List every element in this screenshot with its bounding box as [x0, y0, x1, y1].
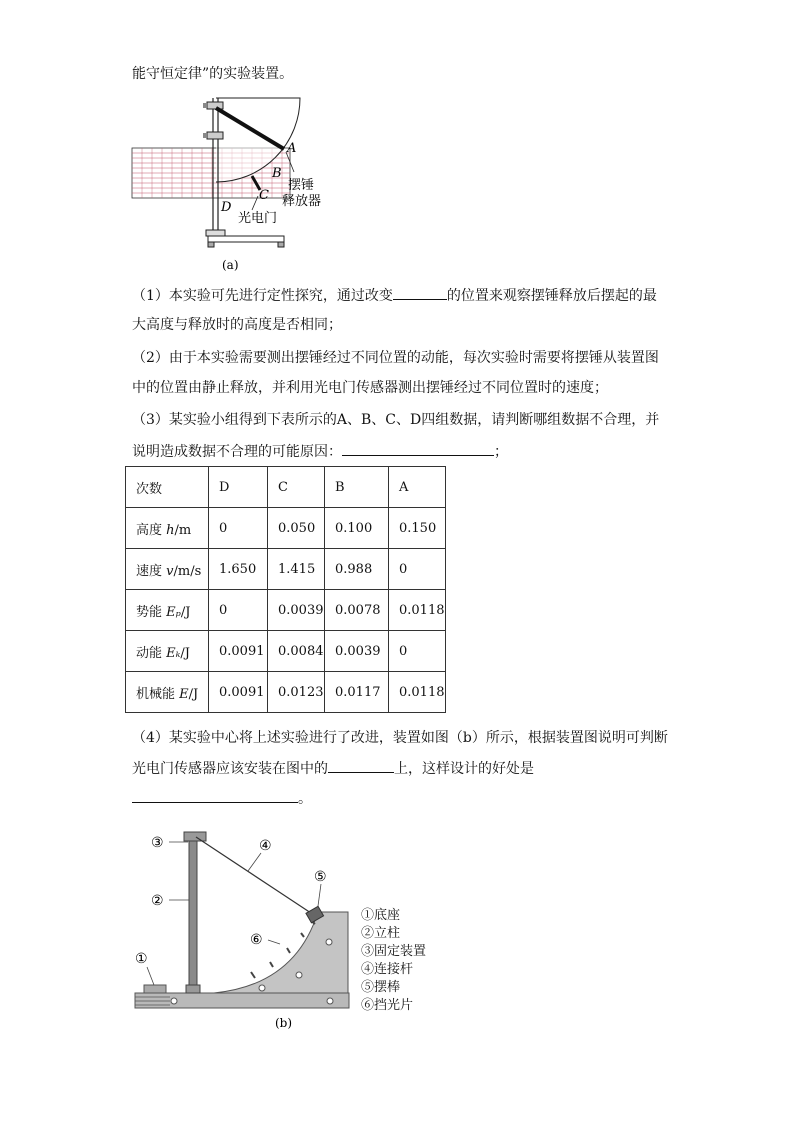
table-cell: 0.988: [325, 549, 389, 590]
q3-line1: （3）某实验小组得到下表所示的A、B、C、D四组数据，请判断哪组数据不合理，并: [132, 412, 660, 428]
num-6: ⑥: [250, 932, 263, 948]
q2-line1: （2）由于本实验需要测出摆锤经过不同位置的动能，每次实验时需要将摆锤从装置图: [132, 350, 659, 366]
curved-board: [214, 912, 348, 993]
clamp-top: [184, 832, 206, 841]
table-cell: 0.0117: [325, 672, 389, 713]
callout-release-1: 摆锤: [288, 178, 315, 193]
q2-line2: 中的位置由静止释放，并利用光电门传感器测出摆锤经过不同位置时的速度；: [132, 380, 608, 396]
table-header-cell: B: [325, 467, 389, 508]
table-header-row: [126, 467, 446, 508]
table-cell: 0: [389, 631, 446, 672]
table-cell: 1.650: [209, 549, 268, 590]
legend-item: ③固定装置: [361, 944, 427, 959]
num-3: ③: [151, 835, 164, 851]
legend-item: ⑥挡光片: [361, 998, 414, 1013]
arc-board: [216, 98, 300, 182]
q4-prefix: 光电门传感器应该安装在图中的: [132, 761, 328, 777]
label-A: A: [287, 141, 297, 156]
table-cell: 0.0091: [209, 631, 268, 672]
q4-blank-1[interactable]: [328, 758, 394, 773]
q1-suffix: 的位置来观察摆锤释放后摆起的最: [446, 288, 657, 304]
table-cell: 0.0091: [209, 672, 268, 713]
base-plate: [135, 993, 349, 1008]
table-row: [126, 549, 446, 590]
post: [189, 832, 197, 993]
table-cell: 0.0039: [325, 631, 389, 672]
table-cell: 0: [209, 590, 268, 631]
q1-prefix: （1）本实验可先进行定性探究，通过改变: [132, 288, 393, 304]
table-cell: 0.0078: [325, 590, 389, 631]
table-cell: 0.0039: [268, 590, 325, 631]
q3-blank[interactable]: [342, 441, 494, 456]
table-header-cell: 次数: [126, 467, 209, 508]
figure-a-caption: (a): [222, 258, 239, 272]
connecting-rod: [196, 837, 317, 917]
table-cell: 0.050: [268, 508, 325, 549]
num-5: ⑤: [314, 869, 327, 885]
row-label: 机械能 E/J: [126, 672, 209, 713]
q3-line2: [132, 441, 508, 462]
legend-item: ④连接杆: [361, 962, 414, 977]
callout-release-2: 释放器: [282, 194, 322, 209]
label-B: B: [272, 166, 282, 181]
q4-suffix: 上，这样设计的好处是: [394, 761, 534, 777]
q1-line2: 大高度与释放时的高度是否相同；: [132, 317, 342, 333]
row-label: 速度 v/m/s: [126, 549, 209, 590]
figure-b: [130, 820, 356, 1040]
table-cell: 0: [209, 508, 268, 549]
q1-line1: [132, 285, 657, 306]
q1-blank[interactable]: [393, 285, 447, 300]
q3-suffix: ；: [494, 444, 508, 460]
figure-a: [128, 94, 348, 276]
table-header-cell: C: [268, 467, 325, 508]
table-cell: 0.0123: [268, 672, 325, 713]
legend-item: ⑤摆棒: [361, 980, 401, 995]
q4-line2: [132, 758, 534, 779]
table-cell: 1.415: [268, 549, 325, 590]
num-2: ②: [151, 893, 164, 909]
q4-period: 。: [298, 791, 312, 807]
figure-b-caption: (b): [275, 1016, 293, 1030]
legend-item: ②立柱: [361, 926, 401, 941]
data-table: [125, 466, 446, 713]
table-row: [126, 590, 446, 631]
table-row: [126, 508, 446, 549]
callout-gate: 光电门: [238, 211, 278, 226]
legend-item: ①底座: [361, 908, 401, 923]
num-4: ④: [259, 838, 272, 854]
q4-line3: [132, 788, 312, 809]
row-label: 动能 Eₖ/J: [126, 631, 209, 672]
table-header-cell: D: [209, 467, 268, 508]
label-D: D: [221, 200, 232, 215]
table-header-cell: A: [389, 467, 446, 508]
row-label: 势能 Eₚ/J: [126, 590, 209, 631]
table-cell: 0.100: [325, 508, 389, 549]
table-cell: 0: [389, 549, 446, 590]
num-1: ①: [135, 951, 148, 967]
q3-prefix: 说明造成数据不合理的可能原因：: [132, 444, 342, 460]
q4-blank-2[interactable]: [132, 788, 298, 803]
table-row: [126, 631, 446, 672]
table-cell: 0.0118: [389, 672, 446, 713]
table-cell: 0.150: [389, 508, 446, 549]
q4-line1: （4）某实验中心将上述实验进行了改进，装置如图（b）所示，根据装置图说明可判断: [132, 730, 668, 746]
intro-text: 能守恒定律”的实验装置。: [132, 66, 294, 82]
table-row: [126, 672, 446, 713]
label-C: C: [259, 188, 269, 203]
table-cell: 0.0118: [389, 590, 446, 631]
row-label: 高度 h/m: [126, 508, 209, 549]
table-cell: 0.0084: [268, 631, 325, 672]
